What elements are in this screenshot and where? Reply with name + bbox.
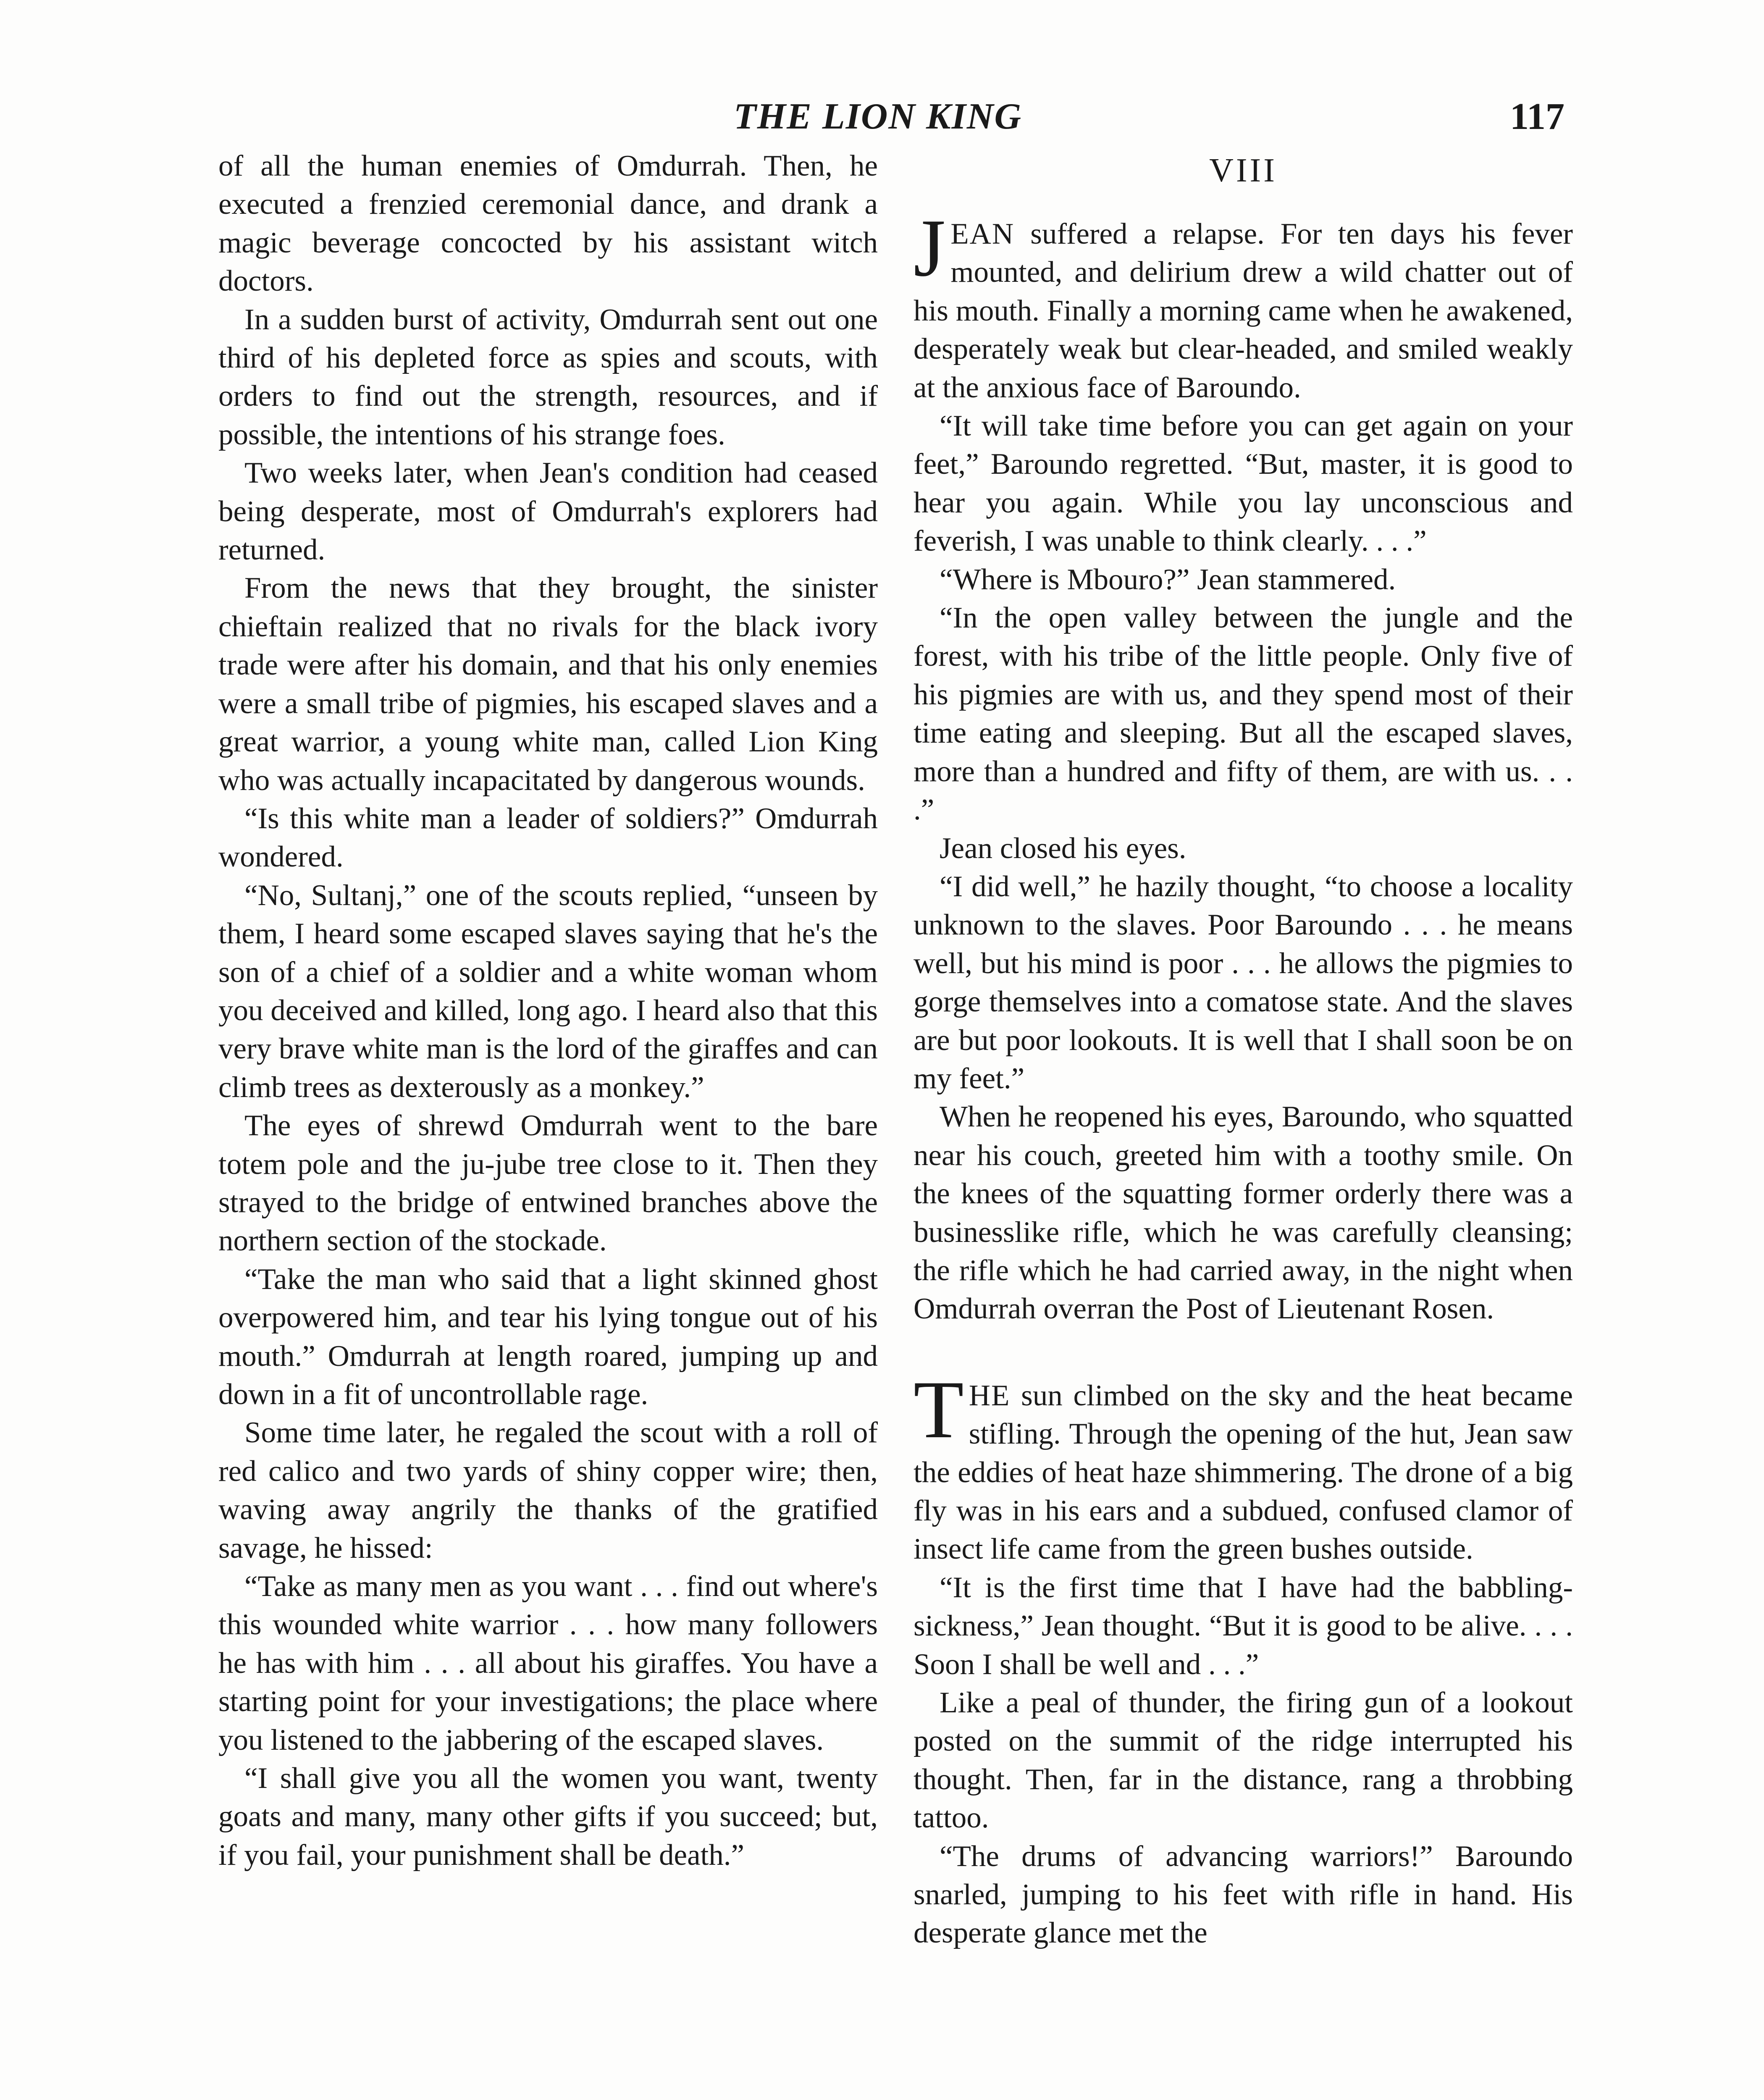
drop-cap: T: [914, 1364, 964, 1455]
section-opening-paragraph: [914, 202, 1573, 407]
paragraph: “The drums of advancing warriors!” Baroundo snarled, jumping to his feet with rifle in hand. His desperate glance met the: [914, 1840, 1573, 1950]
paragraph: Like a peal of thunder, the firing gun of a lookout posted on the summit of the ridge interrupted his thought. Then, far in the distance, rang a throbbing tattoo.: [914, 1686, 1573, 1835]
paragraph: In a sudden burst of activity, Omdurrah sent out one third of his depleted force as spies and scouts, with orders to find out the strength, resources, and if possible, the intentions of his strange foes.: [218, 303, 878, 451]
paragraph-text: suffered a relapse. For ten days his fever mounted, and delirium drew a wild chatter out of his mouth. Finally a morning came when he awakened, desperately weak but clear-headed, and smiled weakly at the anxious face of Baroundo.: [914, 218, 1573, 404]
paragraph: “Take the man who said that a light skinned ghost overpowered him, and tear his lying tongue out of his mouth.” Omdurrah at length roared, jumping up and down in a fit of uncontrollable rage.: [218, 1263, 878, 1411]
paragraph: of all the human enemies of Omdurrah. Then, he executed a frenzied ceremonial dance, and drank a magic beverage concocted by his assistant witch doctors.: [218, 150, 878, 298]
paragraph: From the news that they brought, the sinister chieftain realized that no rivals for the black ivory trade were after his domain, and that his only enemies were a small tribe of pigmies, his escaped slaves and a great warrior, a young white man, called Lion King who was actually incapacitated by dangerous wounds.: [218, 572, 878, 797]
paragraph: Two weeks later, when Jean's condition had ceased being desperate, most of Omdurrah's explorers had returned.: [218, 457, 878, 567]
paragraph: “In the open valley between the jungle and the forest, with his tribe of the little people. Only five of his pigmies are with us, and they spend most of their time eating and sleeping. But all the escaped slaves, more than a hundred and fifty of them, are with us. . . .”: [914, 601, 1573, 827]
left-column: [218, 147, 878, 1874]
page-number: 117: [1509, 96, 1564, 137]
paragraph: “It is the first time that I have had the babbling-sickness,” Jean thought. “But it is good to be alive. . . . Soon I shall be well and . . .”: [914, 1571, 1573, 1681]
paragraph: Jean closed his eyes.: [940, 832, 1186, 865]
drop-cap: J: [914, 202, 946, 294]
paragraph: “I did well,” he hazily thought, “to choose a locality unknown to the slaves. Poor Baroundo . . . he means well, but his mind is poor . . . he allows the pigmies to gorge themselves into a comatose state. And the slaves are but poor lookouts. It is well that I shall soon be on my feet.”: [914, 870, 1573, 1095]
paragraph: “It will take time before you can get again on your feet,” Baroundo regretted. “But, master, it is good to hear you again. While you lay unconscious and feverish, I was unable to think clearly. . . .”: [914, 410, 1573, 558]
paragraph: “No, Sultanj,” one of the scouts replied, “unseen by them, I heard some escaped slaves saying that he's the son of a chief of a soldier and a white woman whom you deceived and killed, long ago. I heard also that this very brave white man is the lord of the giraffes and can climb trees as dexterously as a monkey.”: [218, 879, 878, 1104]
paragraph-text: sun climbed on the sky and the heat became stifling. Through the opening of the hut, Jean saw the eddies of heat haze shimmering. The drone of a big fly was in his ears and a subdued, confused clamor of insect life came from the green bushes outside.: [914, 1379, 1573, 1566]
right-column: [914, 147, 1573, 1953]
paragraph: When he reopened his eyes, Baroundo, who squatted near his couch, greeted him with a toothy smile. On the knees of the squatting former orderly there was a businesslike rifle, which he was carefully cleansing; the rifle which he had carried away, in the night when Omdurrah overran the Post of Lieutenant Rosen.: [914, 1100, 1573, 1326]
paragraph: Some time later, he regaled the scout with a roll of red calico and two yards of shiny copper wire; then, waving away angrily the thanks of the gratified savage, he hissed:: [218, 1416, 878, 1564]
paragraph: “Is this white man a leader of soldiers?” Omdurrah wondered.: [218, 802, 878, 874]
paragraph: “Take as many men as you want . . . find out where's this wounded white warrior . . . how many followers he has with him . . . all about his giraffes. You have a starting point for your investigations; the place where you listened to the jabbering of the escaped slaves.: [218, 1570, 878, 1756]
running-head: [0, 92, 1764, 142]
paragraph: “Where is Mbouro?” Jean stammered.: [940, 563, 1396, 596]
paragraph: The eyes of shrewd Omdurrah went to the bare totem pole and the ju-jube tree close to it. Then they strayed to the bridge of entwined branches above the northern section of the stockade.: [218, 1109, 878, 1257]
lead-in: HE: [969, 1379, 1011, 1412]
paragraph: “I shall give you all the women you want, twenty goats and many, many other gifts if you succeed; but, if you fail, your punishment shall be death.”: [218, 1762, 878, 1872]
lead-in: EAN: [950, 218, 1015, 250]
running-title: THE LION KING: [733, 96, 1022, 137]
chapter-number: VIII: [1209, 152, 1277, 189]
section-break: [914, 1328, 1573, 1377]
section-opening-paragraph: [914, 1364, 1573, 1569]
